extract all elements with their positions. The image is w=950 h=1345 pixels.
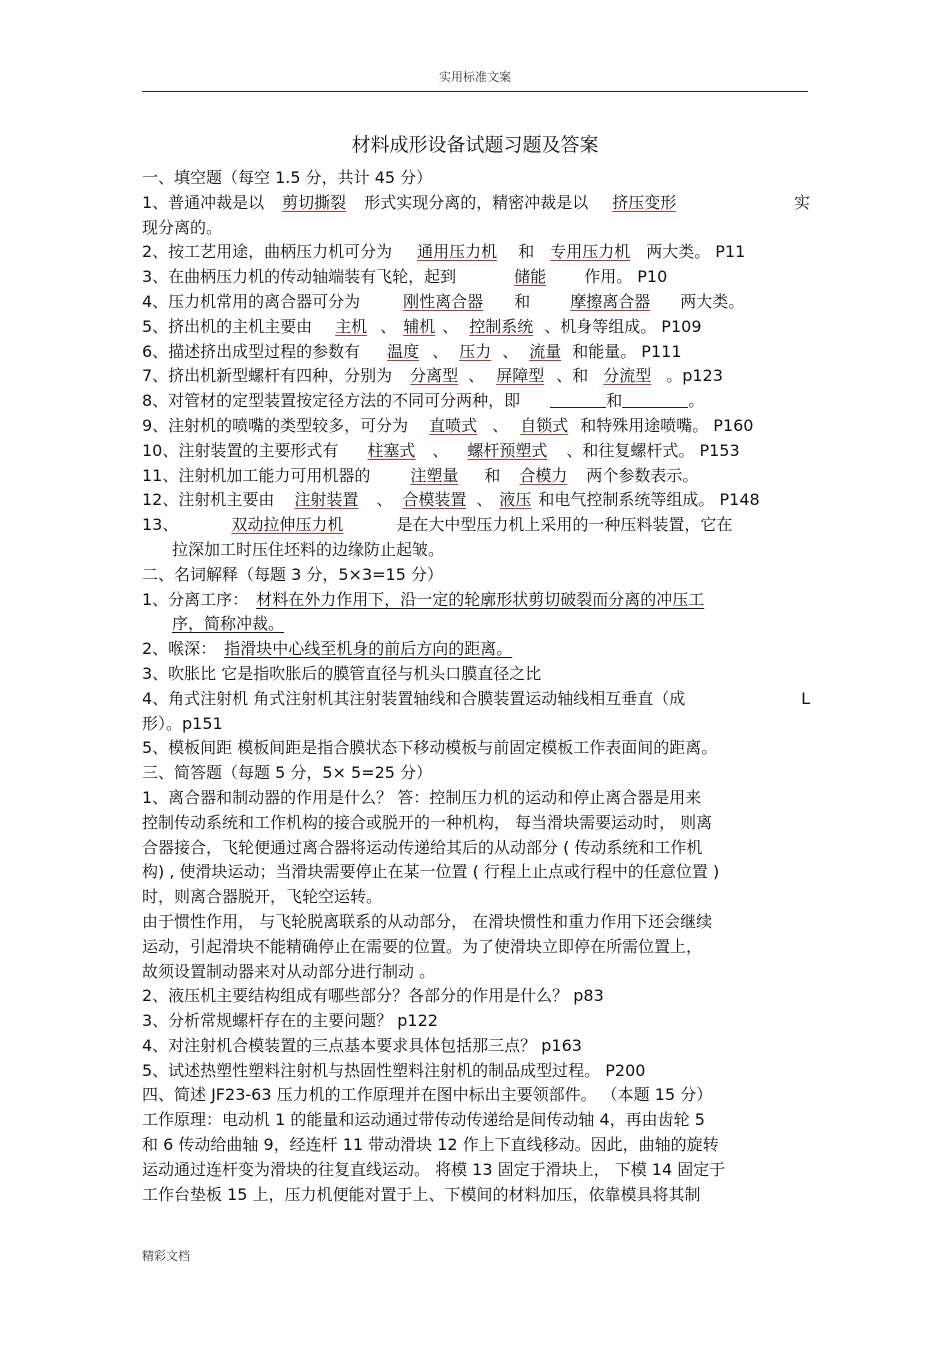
answer-blank: 专用压力机: [550, 242, 631, 262]
empty-blank: [550, 391, 606, 408]
empty-blank: [622, 391, 688, 408]
term-answer: 序，简称冲裁。: [172, 614, 285, 634]
paragraph-line: 工作原理：电动机 1 的能量和运动通过带传动传递给是间传动轴 4，再由齿轮 5: [142, 1110, 705, 1130]
short-question: 4、对注射机合模装置的三点基本要求具体包括那三点？ p163: [142, 1035, 582, 1055]
question-4: 4、压力机常用的离合器可分为 刚性离合器 和 摩擦离合器 两大类。: [142, 290, 814, 315]
term-answer: 指滑块中心线至机身的前后方向的距离。: [224, 639, 513, 659]
term-4: 4、角式注射机 角式注射机其注射装置轴线和合膜装置运动轴线相互垂直（成 L: [142, 688, 810, 708]
answer-blank: 分离型: [410, 366, 459, 386]
answer-blank: 注塑量: [410, 465, 459, 485]
question-2: 2、按工艺用途，曲柄压力机可分为 通用压力机 和 专用压力机 两大类。 P11: [142, 240, 814, 265]
answer-line: 由于惯性作用， 与飞轮脱离联系的从动部分， 在滑块惯性和重力作用下还会继续: [142, 911, 713, 931]
answer-blank: 压力: [459, 341, 492, 361]
answer-line: 构) , 使滑块运动；当滑块需要停止在某一位置 ( 行程上止点或行程中的任意位置 ): [142, 862, 720, 882]
answer-blank: 流量: [529, 341, 562, 361]
answer-line: 故须设置制动器来对从动部分进行制动 。: [142, 961, 436, 981]
paragraph-line: 运动通过连杆变为滑块的往复直线运动。 将模 13 固定于滑块上， 下模 14 固定于: [142, 1159, 726, 1179]
answer-blank: 合模力: [519, 465, 568, 485]
answer-blank: 挤压变形: [612, 192, 677, 212]
answer-line: 控制传动系统和工作机构的接合或脱开的一种机构， 每当滑块需要运动时， 则离: [142, 812, 713, 832]
answer-blank: 通用压力机: [417, 242, 498, 262]
term-answer: 材料在外力作用下，沿一定的轮廓形状剪切破裂而分离的冲压工: [256, 589, 705, 609]
answer-blank: 摩擦离合器: [570, 291, 651, 311]
answer-blank: 刚性离合器: [403, 291, 484, 311]
answer-blank: 柱塞式: [367, 440, 416, 460]
question-7: 7、挤出机新型螺杆有四种，分别为 分离型 、 屏障型 、和 分流型 。p123: [142, 364, 814, 389]
answer-blank: 注射装置: [294, 490, 359, 510]
document-body: 一、填空题（每空 1.5 分，共计 45 分） 1、普通冲裁是以 剪切撕裂 形式实现分离的，精密冲裁是以 挤压变形 实 现分离的。 2、按工艺用途，曲柄压力机可分为 通用压力机 和 专用压力机 两大类。 P11 3、在曲柄压力机的传动轴端装有飞轮，起到 储能 作用。 P10 4、压力机常用的离合器可分为 刚性离合器 和 摩擦离合器 两大类。 5、挤出机的主机主要由 主机 、 辅机 、 控制系统 、机身等组成。 P109 6、描述挤出成型过程的参数有 温度 、 压力 、 流量 和能量。 P111 7、挤出机新型螺杆有四种，分别为 分离型 、 屏障型 、和 分流型 。p123 8、对管材的定型装置按定径方法的不同可分两种，即 和 。 9、注射机的喷嘴的类型较多，可分为 直喷式 、 自锁式 和特殊用途喷嘴。 P160 10、注射装置的主要形式有 柱塞式 、 螺杆预塑式 、和往复螺杆式。 P153 11、注射机加工能力可用机器的 注塑量 和 合模力 两个参数表示。 12、注射机主要由 注射装置 、 合模装置 、 液压 和电气控制系统等组成。 P148 13、 双动拉伸压力机 是在大中型压力机上采用的一种压料装置，它在 拉深加工时压住坯料的边缘防止起皱。 二、名词解释（每题 3 分，5×3=15 分） 1、分离工序： 材料在外力作用下，沿一定的轮廓形状剪切破裂而分离的冲压工 序，简称冲裁。 2、喉深： 指滑块中心线至机身的前后方向的距离。 3、吹胀比 它是指吹胀后的膜管直径与机头口膜直径之比 4、角式注射机 角式注射机其注射装置轴线和合膜装置运动轴线相互垂直（成 L 形）。p151 5、模板间距 模板间距是指合膜状态下移动模板与前固定模板工作表面间的距离。 三、简答题（每题 5 分，5× 5=25 分） 1、离合器和制动器的作用是什么？ 答：控制压力机的运动和停止离合器是用来 控制传动系统和工作机构的接合或脱开的一种机构， 每当滑块需要运动时， 则离 合器接合，飞轮便通过离合器将运动传递给其后的从动部分 ( 传动系统和工作机 构) , 使滑块运动；当滑块需要停止在某一位置 ( 行程上止点或行程中的任意位置 ) 时，则离合器脱开，飞轮空运转。 由于惯性作用， 与飞轮脱离联系的从动部分， 在滑块惯性和重力作用下还会继续 运动，引起滑块不能精确停止在需要的位置。为了使滑块立即停在所需位置上， 故须设置制动器来对从动部分进行制动 。 2、液压机主要结构组成有哪些部分？各部分的作用是什么？ p83 3、分析常规螺杆存在的主要问题？ p122 4、对注射机合模装置的三点基本要求具体包括那三点？ p163 5、试述热塑性塑料注射机与热固性塑料注射机的制品成型过程。 P200 四、简述 JF23-63 压力机的工作原理并在图中标出主要领部件。 （本题 15 分） 工作原理：电动机 1 的能量和运动通过带传动传递给是间传动轴 4，再由齿轮 5 和 6 传动给曲轴 9，经连杆 11 带动滑块 12 作上下直线移动。因此，曲轴的旋转 运动通过连杆变为滑块的往复直线运动。 将模 13 固定于滑块上， 下模 14 固定于 工作台垫板 15 上，压力机便能对置于上、下模间的材料加压，依靠模具将其制: [142, 166, 814, 1207]
paragraph-line: 工作台垫板 15 上，压力机便能对置于上、下模间的材料加压，依靠模具将其制: [142, 1184, 701, 1204]
term-1: 1、分离工序： 材料在外力作用下，沿一定的轮廓形状剪切破裂而分离的冲压工: [142, 588, 814, 613]
answer-blank: 控制系统: [469, 316, 534, 336]
question-8: 8、对管材的定型装置按定径方法的不同可分两种，即 和 。: [142, 391, 705, 411]
page-header: 实用标准文案: [438, 70, 511, 84]
document-title: 材料成形设备试题习题及答案: [351, 134, 599, 156]
term-3: 3、吹胀比 它是指吹胀后的膜管直径与机头口膜直径之比: [142, 663, 542, 683]
answer-blank: 合模装置: [402, 490, 467, 510]
question-5: 5、挤出机的主机主要由 主机 、 辅机 、 控制系统 、机身等组成。 P109: [142, 315, 814, 340]
answer-blank: 液压: [499, 490, 532, 510]
question-6: 6、描述挤出成型过程的参数有 温度 、 压力 、 流量 和能量。 P111: [142, 340, 814, 365]
question-9: 9、注射机的喷嘴的类型较多，可分为 直喷式 、 自锁式 和特殊用途喷嘴。 P160: [142, 414, 814, 439]
answer-line: 合器接合，飞轮便通过离合器将运动传递给其后的从动部分 ( 传动系统和工作机: [142, 837, 703, 857]
answer-blank: 直喷式: [429, 415, 478, 435]
answer-blank: 温度: [387, 341, 420, 361]
short-question: 3、分析常规螺杆存在的主要问题？ p122: [142, 1011, 438, 1031]
section-heading: 二、名词解释（每题 3 分，5×3=15 分）: [142, 564, 443, 584]
answer-blank: 双动拉伸压力机: [231, 515, 344, 535]
question-1: 1、普通冲裁是以 剪切撕裂 形式实现分离的，精密冲裁是以 挤压变形 实: [142, 191, 810, 216]
short-question: 5、试述热塑性塑料注射机与热固性塑料注射机的制品成型过程。 P200: [142, 1060, 646, 1080]
answer-blank: 辅机: [403, 316, 436, 336]
answer-blank: 屏障型: [496, 366, 545, 386]
term-2: 2、喉深： 指滑块中心线至机身的前后方向的距离。: [142, 637, 814, 662]
answer-line: 运动，引起滑块不能精确停止在需要的位置。为了使滑块立即停在所需位置上，: [142, 936, 703, 956]
answer-blank: 自锁式: [520, 415, 569, 435]
answer-blank: 剪切撕裂: [282, 192, 347, 212]
paragraph-line: 和 6 传动给曲轴 9，经连杆 11 带动滑块 12 作上下直线移动。因此，曲轴的旋转: [142, 1135, 719, 1155]
question-3: 3、在曲柄压力机的传动轴端装有飞轮，起到 储能 作用。 P10: [142, 265, 814, 290]
term-5: 5、模板间距 模板间距是指合膜状态下移动模板与前固定模板工作表面间的距离。: [142, 738, 718, 758]
answer-blank: 螺杆预塑式: [467, 440, 548, 460]
answer-blank: 储能: [514, 267, 547, 287]
question-12: 12、注射机主要由 注射装置 、 合模装置 、 液压 和电气控制系统等组成。 P148: [142, 488, 814, 513]
answer-blank: 分流型: [603, 366, 652, 386]
answer-line: 时，则离合器脱开，飞轮空运转。: [142, 887, 383, 907]
header-divider: [142, 91, 808, 92]
section-heading: 三、简答题（每题 5 分，5× 5=25 分）: [142, 763, 433, 783]
question-11: 11、注射机加工能力可用机器的 注塑量 和 合模力 两个参数表示。: [142, 464, 814, 489]
short-question: 2、液压机主要结构组成有哪些部分？各部分的作用是什么？ p83: [142, 986, 604, 1006]
page-footer: 精彩文档: [142, 1249, 191, 1263]
section-heading: 四、简述 JF23-63 压力机的工作原理并在图中标出主要领部件。 （本题 15 分）: [142, 1085, 713, 1105]
section-heading: 一、填空题（每空 1.5 分，共计 45 分）: [142, 168, 433, 187]
question-10: 10、注射装置的主要形式有 柱塞式 、 螺杆预塑式 、和往复螺杆式。 P153: [142, 439, 814, 464]
answer-line: 1、离合器和制动器的作用是什么？ 答：控制压力机的运动和停止离合器是用来: [142, 787, 702, 807]
answer-blank: 主机: [335, 316, 368, 336]
question-13: 13、 双动拉伸压力机 是在大中型压力机上采用的一种压料装置，它在: [142, 513, 814, 538]
